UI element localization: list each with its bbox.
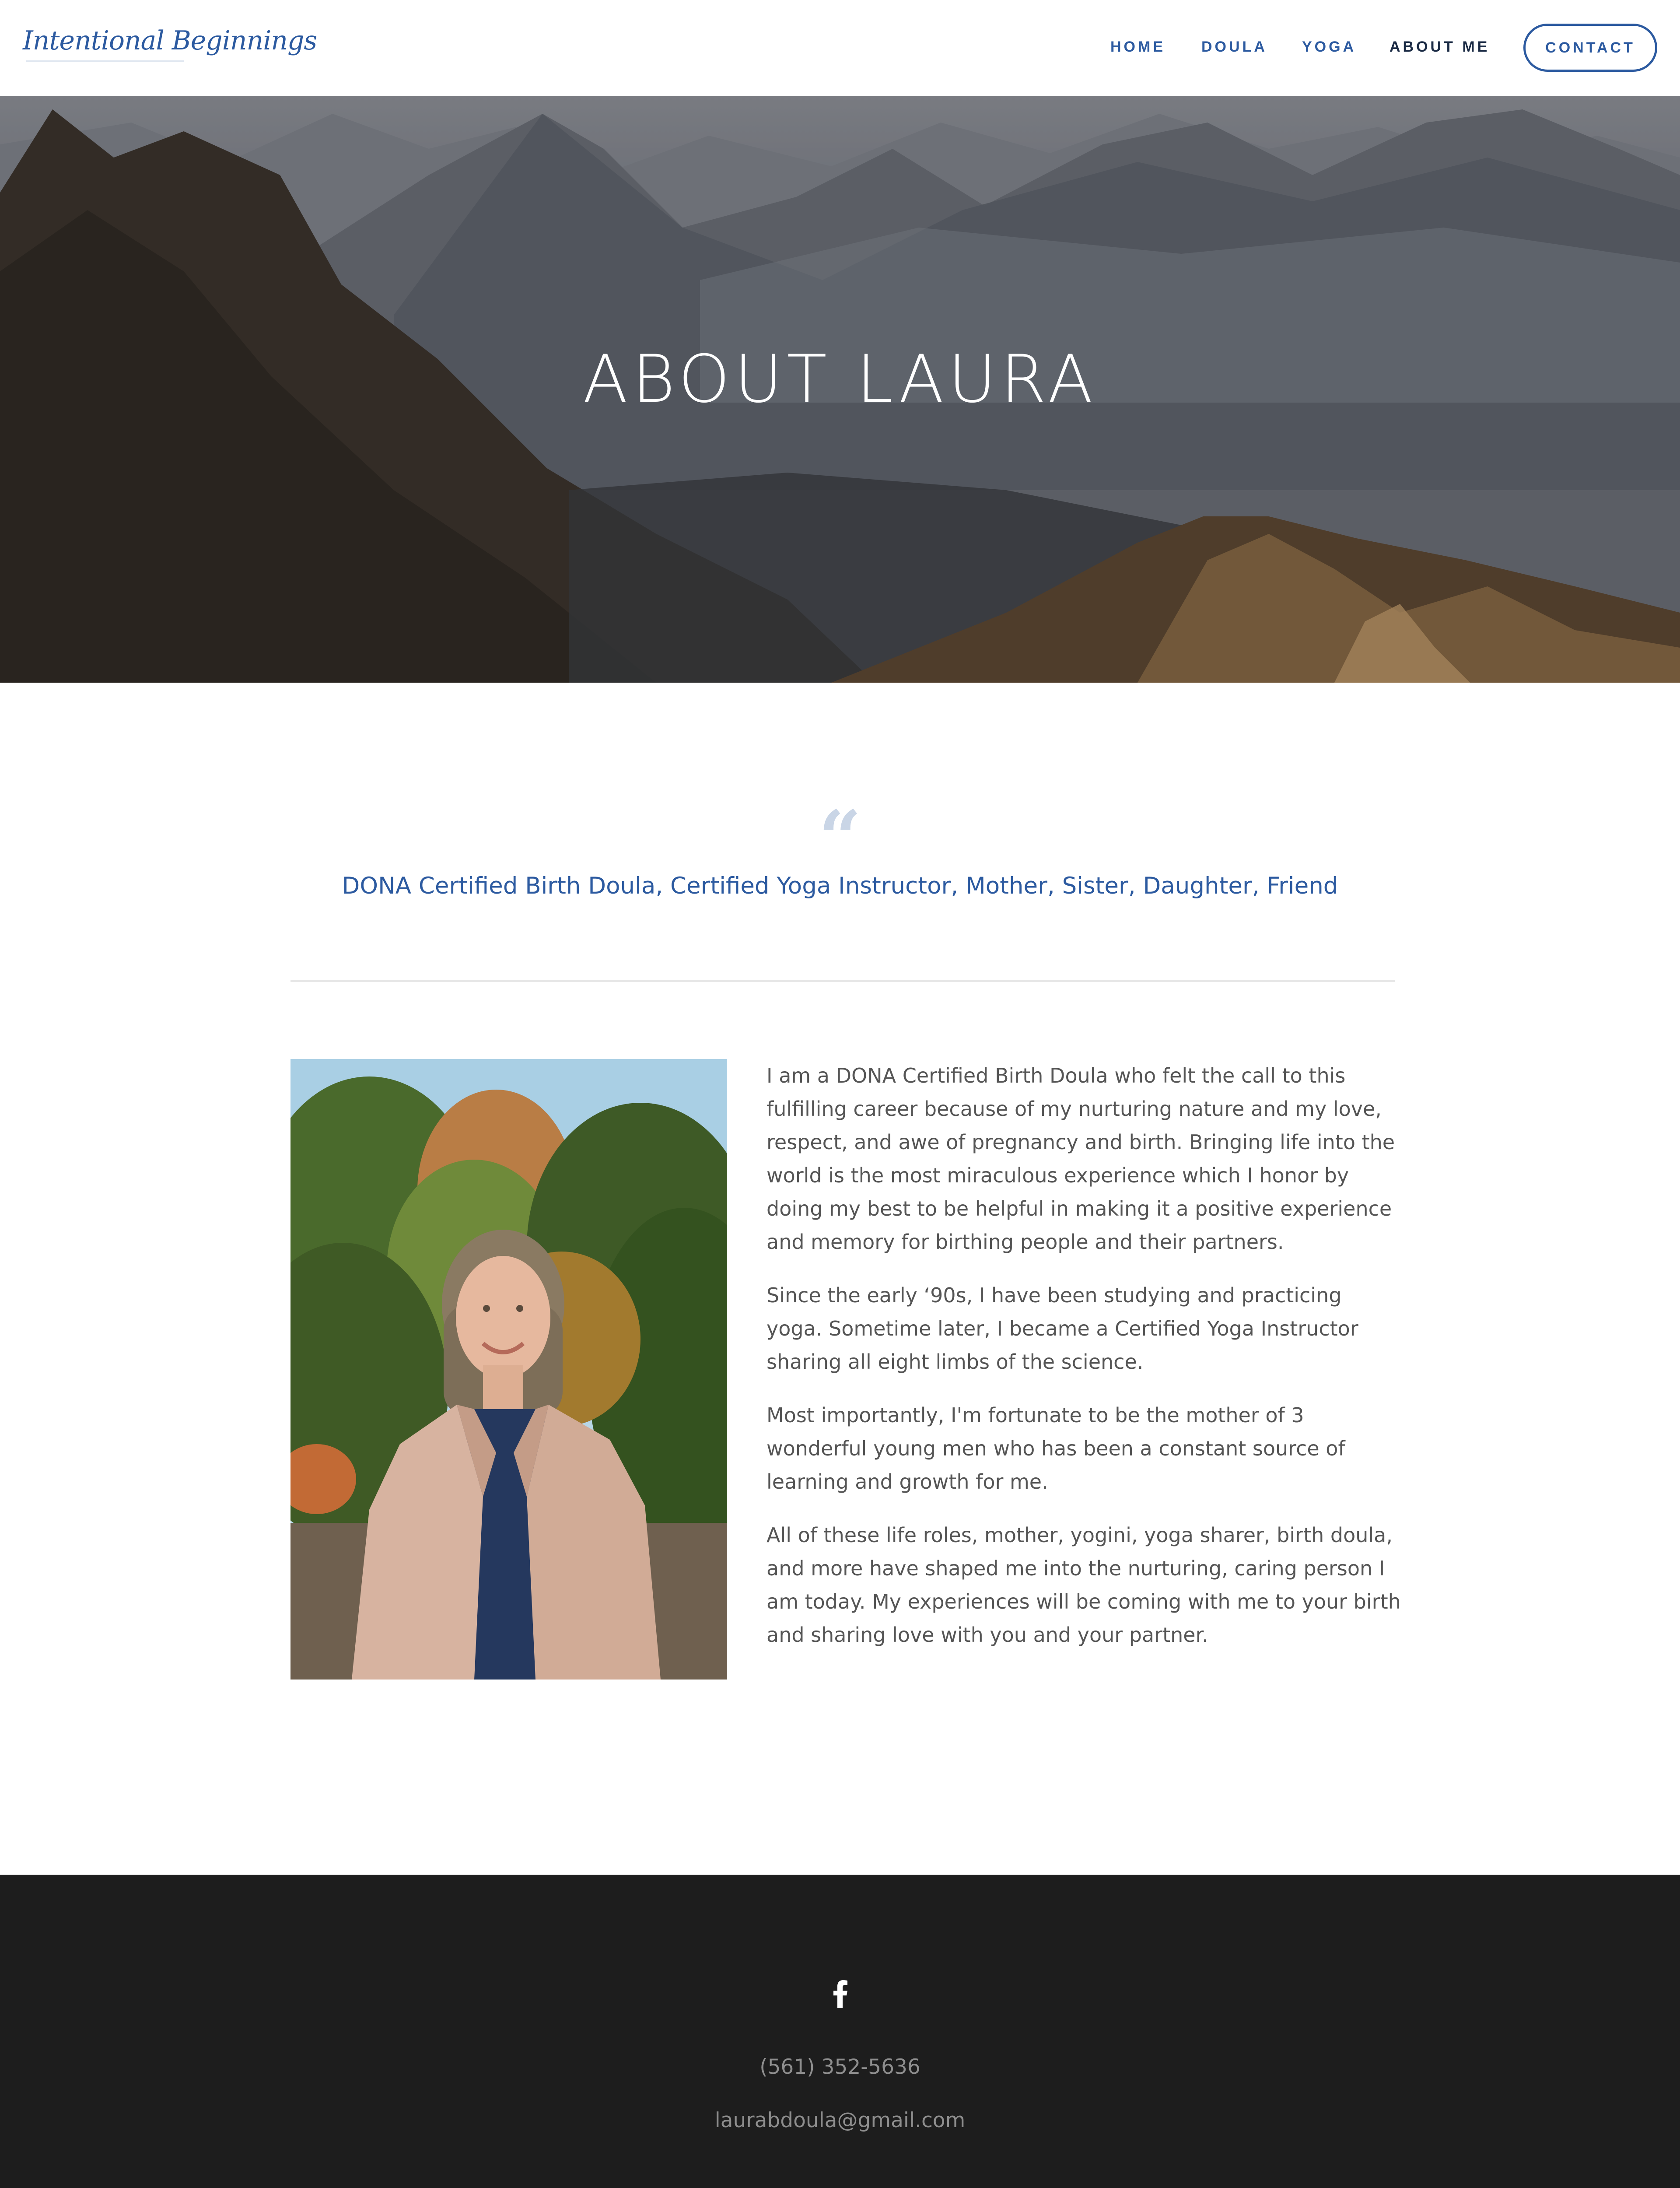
bio-paragraph: I am a DONA Certified Birth Doula who felt the call to this fulfilling career because of my nurturing nature and my love, respect, and awe of pregnancy and birth. Bringing life into the world is the most miraculous experience which I honor by doing my best to be helpful in making it a positive experience and memory for birthing people and their partners. xyxy=(766,1064,1395,1254)
site-header xyxy=(0,0,1680,96)
bio-paragraph: Most importantly, I'm fortunate to be the mother of 3 wonderful young men who has been a constant source of learning and growth for me. xyxy=(766,1403,1345,1494)
nav-about-me[interactable]: ABOUT ME xyxy=(1390,39,1490,55)
bio-paragraph: Since the early ‘90s, I have been studying and practicing yoga. Sometime later, I became a Certified Yoga Instructor sharing all eight limbs of the science. xyxy=(766,1283,1358,1374)
page-title: ABOUT LAURA xyxy=(583,341,1097,417)
bio-paragraph: All of these life roles, mother, yogini, yoga sharer, birth doula, and more have shaped me into the nurturing, caring person I am today. My experiences will be coming with me to your birth and sharing love with you and your partner. xyxy=(766,1523,1401,1647)
tagline: DONA Certified Birth Doula, Certified Yoga Instructor, Mother, Sister, Daughter, Friend xyxy=(342,873,1338,899)
portrait-illustration xyxy=(290,1059,727,1680)
nav-doula[interactable]: DOULA xyxy=(1201,39,1267,55)
nav-yoga[interactable]: YOGA xyxy=(1302,39,1357,55)
portrait-photo xyxy=(290,1059,727,1680)
bio-text xyxy=(766,1059,1401,1672)
quote-icon: “ xyxy=(819,794,861,882)
site-logo[interactable]: Intentional Beginnings xyxy=(23,25,317,56)
footer-email[interactable]: laurabdoula@gmail.com xyxy=(714,2108,966,2132)
site-footer xyxy=(0,1875,1680,2188)
section-divider xyxy=(290,980,1395,982)
facebook-icon[interactable] xyxy=(831,1980,849,2008)
hero-banner xyxy=(0,96,1680,683)
contact-button[interactable]: CONTACT xyxy=(1523,24,1657,72)
footer-phone[interactable]: (561) 352-5636 xyxy=(760,2055,920,2079)
logo-underline xyxy=(26,60,184,62)
nav-home[interactable]: HOME xyxy=(1110,39,1166,55)
